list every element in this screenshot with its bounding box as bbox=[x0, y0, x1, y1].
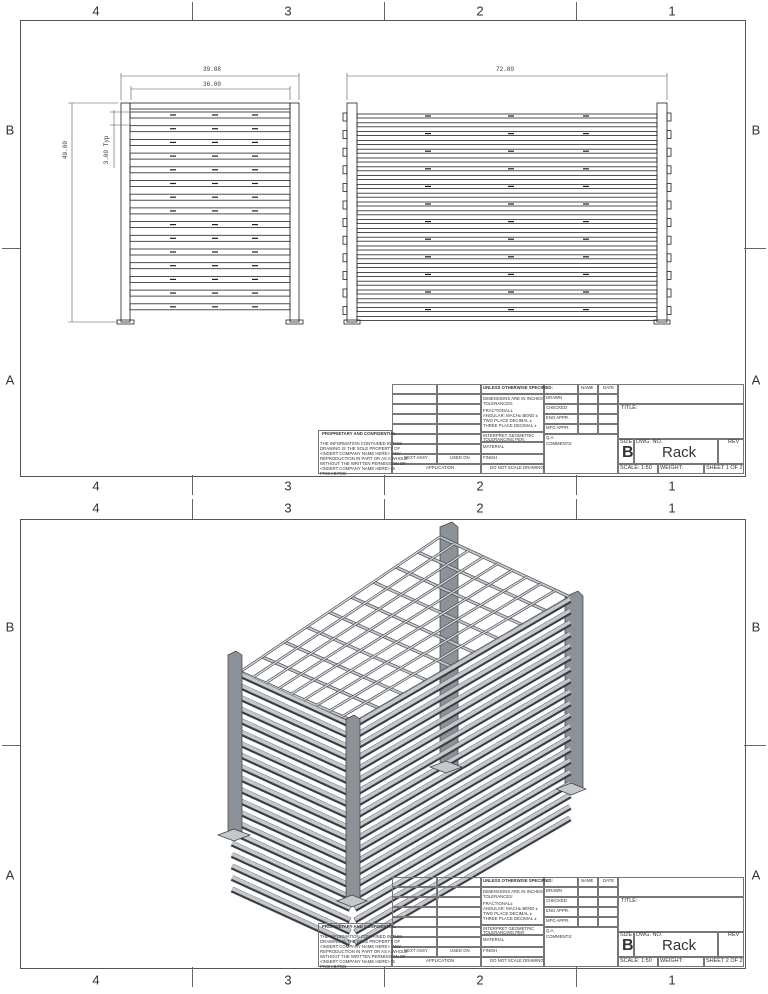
side-slat bbox=[130, 139, 290, 145]
tb-prop-text: <INSERT COMPANY NAME HERE> IS bbox=[320, 466, 396, 471]
tb-next-assy: NEXT ASSY bbox=[404, 455, 428, 460]
tb-material: MATERIAL bbox=[483, 444, 505, 449]
front-left-clip bbox=[343, 183, 347, 191]
tb-name: NAME bbox=[581, 385, 594, 390]
zone-col-1-top: 1 bbox=[668, 500, 676, 516]
side-slat bbox=[130, 304, 290, 310]
tb-size: B bbox=[622, 444, 634, 461]
tb-date: DATE bbox=[603, 385, 615, 390]
side-slat bbox=[130, 290, 290, 296]
zone-row-a-right: A bbox=[751, 867, 761, 883]
tb-dwg-no: Rack bbox=[662, 937, 697, 954]
front-right-clip bbox=[667, 289, 671, 297]
front-slat bbox=[357, 246, 657, 250]
tb-tolerances: TOLERANCES: bbox=[483, 401, 514, 406]
side-left-post bbox=[121, 103, 130, 322]
dim-spacing: 3.00 Typ bbox=[103, 135, 110, 165]
tb-comments: COMMENTS: bbox=[546, 441, 573, 446]
side-slat bbox=[130, 249, 290, 255]
tb-angular: ANGULAR: MACH± BEND ± bbox=[483, 906, 538, 911]
tb-tolerancing: TOLERANCING PER: bbox=[483, 930, 526, 935]
front-slat bbox=[357, 202, 657, 206]
zone-row-a-right: A bbox=[751, 372, 761, 388]
front-left-clip bbox=[343, 131, 347, 139]
tb-mfg-appr: MFG APPR. bbox=[546, 918, 570, 923]
zone-col-2-top: 2 bbox=[476, 500, 484, 516]
front-left-clip bbox=[343, 307, 347, 315]
tb-weight: WEIGHT: bbox=[660, 958, 683, 964]
tb-prop-text: WITHOUT THE WRITTEN PERMISSION OF bbox=[320, 461, 406, 466]
tb-application: APPLICATION bbox=[426, 958, 455, 963]
dim-inner-width: 36.00 bbox=[202, 81, 222, 88]
tb-prop-text: REPRODUCTION IN PART OR AS A WHOLE bbox=[320, 456, 408, 461]
side-top-rail bbox=[130, 103, 290, 109]
tb-three-place: THREE PLACE DECIMAL ± bbox=[483, 916, 537, 921]
front-left-clip bbox=[343, 113, 347, 121]
front-right-clip bbox=[667, 166, 671, 174]
tb-checked: CHECKED bbox=[546, 898, 568, 903]
zone-row-b-right: B bbox=[751, 619, 761, 635]
front-right-post bbox=[657, 103, 667, 322]
front-right-clip bbox=[667, 113, 671, 121]
front-left-clip bbox=[343, 236, 347, 244]
iso-front-left-post bbox=[228, 651, 242, 840]
front-slat bbox=[357, 299, 657, 303]
tb-weight: WEIGHT: bbox=[660, 465, 683, 471]
zone-col-1-top: 1 bbox=[668, 3, 676, 19]
front-left-clip bbox=[343, 289, 347, 297]
tb-prop-text: THE INFORMATION CONTAINED IN THIS bbox=[320, 441, 403, 446]
front-slat bbox=[357, 167, 657, 171]
tb-tolerancing: TOLERANCING PER: bbox=[483, 437, 526, 442]
dim-height: 49.00 bbox=[62, 140, 69, 160]
front-slat bbox=[357, 211, 657, 215]
tb-eng-appr: ENG APPR. bbox=[546, 908, 570, 913]
tb-dwgno-label: DWG. NO. bbox=[636, 932, 663, 938]
tb-fractional: FRACTIONAL± bbox=[483, 408, 513, 413]
side-slat bbox=[130, 208, 290, 214]
tb-two-place: TWO PLACE DECIMAL ± bbox=[483, 911, 532, 916]
side-slat bbox=[130, 276, 290, 282]
front-slat bbox=[357, 228, 657, 232]
front-right-clip bbox=[667, 131, 671, 139]
front-slat bbox=[357, 140, 657, 144]
front-slat bbox=[357, 281, 657, 285]
front-left-clip bbox=[343, 219, 347, 227]
tb-proprietary: PROPRIETARY AND CONFIDENTIAL bbox=[322, 431, 397, 436]
tb-sheet: SHEET 2 OF 2 bbox=[706, 958, 743, 964]
side-slat bbox=[130, 194, 290, 200]
front-slat bbox=[357, 193, 657, 197]
tb-drawn: DRAWN bbox=[546, 888, 563, 893]
tb-qa: Q.A. bbox=[546, 928, 555, 933]
tb-fractional: FRACTIONAL± bbox=[483, 901, 513, 906]
tb-comments: COMMENTS: bbox=[546, 934, 573, 939]
tb-dims-in: DIMENSIONS ARE IN INCHES bbox=[483, 396, 543, 401]
tb-finish: FINISH bbox=[483, 948, 498, 953]
zone-col-4-top: 4 bbox=[92, 3, 100, 19]
front-slat bbox=[357, 264, 657, 268]
front-slat bbox=[357, 272, 657, 276]
tb-interpret: INTERPRET GEOMETRIC bbox=[483, 926, 535, 931]
tb-scale: SCALE: 1:50 bbox=[620, 465, 652, 471]
zone-col-3-top: 3 bbox=[284, 3, 292, 19]
zone-row-b-left: B bbox=[5, 122, 15, 138]
zone-row-a-left: A bbox=[5, 372, 15, 388]
dim-length: 72.00 bbox=[495, 66, 515, 73]
tb-rev-label: REV bbox=[728, 932, 740, 938]
tb-size-label: SIZE bbox=[620, 932, 633, 938]
front-slat bbox=[357, 123, 657, 127]
zone-col-2-top: 2 bbox=[476, 3, 484, 19]
tb-eng-appr: ENG APPR. bbox=[546, 415, 570, 420]
tb-mfg-appr: MFG APPR. bbox=[546, 425, 570, 430]
tb-finish: FINISH bbox=[483, 455, 498, 460]
side-slat bbox=[130, 126, 290, 132]
tb-used-on: USED ON bbox=[450, 455, 470, 460]
tb-prop-text: PROHIBITED. bbox=[320, 471, 348, 476]
front-left-clip bbox=[343, 166, 347, 174]
tb-application: APPLICATION bbox=[426, 465, 455, 470]
tb-tolerances: TOLERANCES: bbox=[483, 894, 514, 899]
tb-used-on: USED ON bbox=[450, 948, 470, 953]
tb-prop-text: THE INFORMATION CONTAINED IN THIS bbox=[320, 934, 403, 939]
drawing-sheet-2 bbox=[0, 497, 768, 994]
zone-row-a-left: A bbox=[5, 867, 15, 883]
tb-sheet: SHEET 1 OF 2 bbox=[706, 465, 743, 471]
front-slat bbox=[357, 290, 657, 294]
side-slat bbox=[130, 181, 290, 187]
tb-do-not-scale: DO NOT SCALE DRAWING bbox=[490, 465, 544, 470]
front-right-clip bbox=[667, 219, 671, 227]
front-right-clip bbox=[667, 271, 671, 279]
tb-dims-in: DIMENSIONS ARE IN INCHES bbox=[483, 889, 543, 894]
tb-date: DATE bbox=[603, 878, 615, 883]
front-slat bbox=[357, 308, 657, 312]
tb-prop-text: WITHOUT THE WRITTEN PERMISSION OF bbox=[320, 954, 406, 959]
front-slat bbox=[357, 184, 657, 188]
front-left-post bbox=[347, 103, 357, 322]
tb-prop-text: <INSERT COMPANY NAME HERE>. ANY bbox=[320, 944, 401, 949]
tb-dwgno-label: DWG. NO. bbox=[636, 439, 663, 445]
front-slat bbox=[357, 220, 657, 224]
tb-unless: UNLESS OTHERWISE SPECIFIED: bbox=[483, 385, 553, 390]
tb-two-place: TWO PLACE DECIMAL ± bbox=[483, 418, 532, 423]
zone-row-b-right: B bbox=[751, 122, 761, 138]
tb-do-not-scale: DO NOT SCALE DRAWING bbox=[490, 958, 544, 963]
tb-drawn: DRAWN bbox=[546, 395, 563, 400]
tb-title-label: TITLE: bbox=[621, 898, 638, 904]
front-right-clip bbox=[667, 148, 671, 156]
front-right-clip bbox=[667, 201, 671, 209]
zone-col-2-bottom: 2 bbox=[476, 972, 484, 988]
zone-col-3-top: 3 bbox=[284, 500, 292, 516]
tb-rev-label: REV bbox=[728, 439, 740, 445]
side-right-post bbox=[290, 103, 299, 322]
zone-row-b-left: B bbox=[5, 619, 15, 635]
tb-next-assy: NEXT ASSY bbox=[404, 948, 428, 953]
front-slat bbox=[357, 149, 657, 153]
tb-prop-text: DRAWING IS THE SOLE PROPERTY OF bbox=[320, 939, 401, 944]
tb-prop-text: DRAWING IS THE SOLE PROPERTY OF bbox=[320, 446, 401, 451]
front-left-clip bbox=[343, 271, 347, 279]
zone-col-3-bottom: 3 bbox=[284, 972, 292, 988]
tb-angular: ANGULAR: MACH± BEND ± bbox=[483, 413, 538, 418]
front-slat bbox=[357, 158, 657, 162]
zone-col-3-bottom: 3 bbox=[284, 478, 292, 494]
front-slat bbox=[357, 132, 657, 136]
side-slat bbox=[130, 153, 290, 159]
front-slat bbox=[357, 237, 657, 241]
front-slat bbox=[357, 176, 657, 180]
side-slat bbox=[130, 235, 290, 241]
front-slat bbox=[357, 255, 657, 259]
front-right-clip bbox=[667, 254, 671, 262]
iso-front-right-post bbox=[346, 715, 360, 906]
front-slat bbox=[357, 114, 657, 118]
tb-material: MATERIAL bbox=[483, 937, 505, 942]
front-right-clip bbox=[667, 236, 671, 244]
front-left-clip bbox=[343, 148, 347, 156]
tb-unless: UNLESS OTHERWISE SPECIFIED: bbox=[483, 878, 553, 883]
zone-col-4-top: 4 bbox=[92, 500, 100, 516]
zone-col-4-bottom: 4 bbox=[92, 972, 100, 988]
tb-proprietary: PROPRIETARY AND CONFIDENTIAL bbox=[322, 924, 397, 929]
tb-name: NAME bbox=[581, 878, 594, 883]
tb-three-place: THREE PLACE DECIMAL ± bbox=[483, 423, 537, 428]
tb-size: B bbox=[622, 937, 634, 954]
side-slat bbox=[130, 167, 290, 173]
tb-prop-text: PROHIBITED. bbox=[320, 964, 348, 969]
tb-prop-text: REPRODUCTION IN PART OR AS A WHOLE bbox=[320, 949, 408, 954]
front-left-clip bbox=[343, 254, 347, 262]
tb-size-label: SIZE bbox=[620, 439, 633, 445]
zone-col-1-bottom: 1 bbox=[668, 972, 676, 988]
front-slat bbox=[357, 316, 657, 320]
zone-col-1-bottom: 1 bbox=[668, 478, 676, 494]
tb-scale: SCALE: 1:50 bbox=[620, 958, 652, 964]
tb-checked: CHECKED bbox=[546, 405, 568, 410]
tb-prop-text: <INSERT COMPANY NAME HERE>. ANY bbox=[320, 451, 401, 456]
tb-title-label: TITLE: bbox=[621, 405, 638, 411]
dim-overall-width: 39.88 bbox=[202, 66, 222, 73]
front-right-clip bbox=[667, 307, 671, 315]
tb-interpret: INTERPRET GEOMETRIC bbox=[483, 433, 535, 438]
zone-col-2-bottom: 2 bbox=[476, 478, 484, 494]
side-slat bbox=[130, 112, 290, 118]
zone-col-4-bottom: 4 bbox=[92, 478, 100, 494]
front-right-clip bbox=[667, 183, 671, 191]
tb-qa: Q.A. bbox=[546, 435, 555, 440]
side-slat bbox=[130, 222, 290, 228]
tb-dwg-no: Rack bbox=[662, 444, 697, 461]
tb-prop-text: <INSERT COMPANY NAME HERE> IS bbox=[320, 959, 396, 964]
front-left-clip bbox=[343, 201, 347, 209]
side-slat bbox=[130, 263, 290, 269]
